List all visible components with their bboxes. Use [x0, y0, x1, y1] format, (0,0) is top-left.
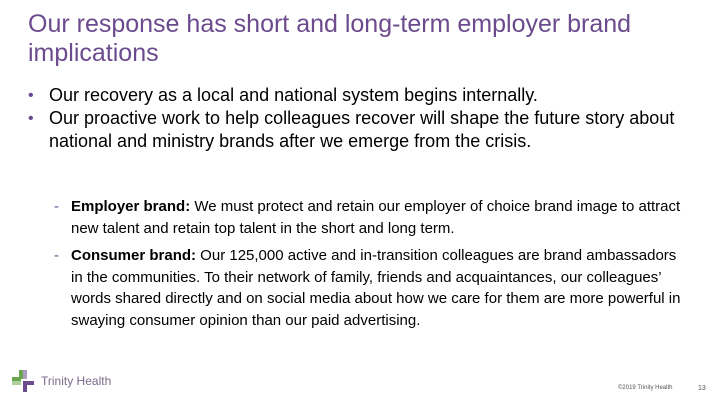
- logo-text: Trinity Health: [41, 374, 112, 388]
- sub-bullet-marker: -: [54, 247, 59, 264]
- bullet-text: Our proactive work to help colleagues recover will shape the future story about national and ministry brands after we emerge from the crisis.: [49, 108, 675, 151]
- sub-bullet-heading: Consumer brand:: [71, 247, 197, 264]
- sub-bullet-list: [52, 196, 692, 337]
- sub-bullet-marker: -: [54, 198, 59, 215]
- sub-bullet-text: Our 125,000 active and in-transition colleagues are brand ambassadors in the communities. To their network of family, friends and acquaintances, our colleagues’ words shared directly and on social media about how we care for them are more powerful in swaying consumer opinion than our paid advertising.: [71, 247, 681, 329]
- trinity-health-logo: [10, 368, 111, 394]
- bullet-text: Our recovery as a local and national system begins internally.: [49, 85, 538, 105]
- sub-bullet-consumer-brand: [52, 245, 692, 331]
- bullet-list: [28, 84, 688, 153]
- bullet-marker: •: [28, 110, 34, 127]
- cross-logo-icon: [10, 368, 36, 394]
- sub-bullet-text: We must protect and retain our employer of choice brand image to attract new talent and retain top talent in the short and long term.: [71, 198, 681, 237]
- page-number: 13: [698, 385, 706, 392]
- bullet-item: [28, 107, 688, 153]
- slide-title: Our response has short and long-term employer brand implications: [28, 10, 632, 67]
- sub-bullet-employer-brand: [52, 196, 692, 239]
- copyright-text: ©2019 Trinity Health: [618, 385, 673, 391]
- sub-bullet-heading: Employer brand:: [71, 198, 191, 215]
- bullet-marker: •: [28, 87, 34, 104]
- bullet-item: [28, 84, 688, 107]
